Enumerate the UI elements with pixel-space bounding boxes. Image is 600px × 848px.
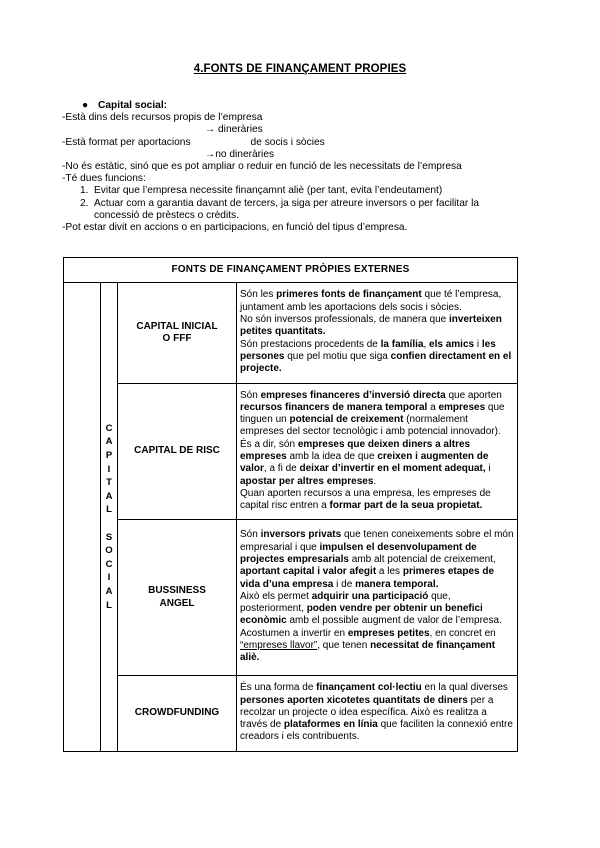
vertical-label <box>101 283 118 752</box>
row-label-text: CAPITAL DE RISC <box>134 445 220 457</box>
list-item <box>62 198 582 210</box>
table-header: FONTS DE FINANÇAMENT PRÒPIES EXTERNES <box>64 258 518 283</box>
intro-line <box>62 137 582 149</box>
vertical-letter: I <box>107 463 111 475</box>
row-label-text: BUSSINESS <box>148 585 206 597</box>
vertical-letter: P <box>105 450 113 462</box>
vertical-letter: O <box>105 545 113 557</box>
row-label-text: CROWDFUNDING <box>134 707 220 719</box>
vertical-letter: L <box>106 599 112 611</box>
intro-text: de socis i sòcies <box>250 136 325 148</box>
row-label-crowdfunding <box>118 676 237 752</box>
row-label-text: ANGEL <box>159 597 195 609</box>
vertical-letter: A <box>105 436 113 448</box>
intro-line: -Pot estar divit en accions o en participacions, en funció del tipus d’empresa. <box>62 221 408 233</box>
row-description: Són empreses financeres d’inversió directa que aporten recursos financers de manera temporal a empreses que tinguen un potencial de creixement (normalement empreses del sector tecnològic i amb potencial innovador). És a dir, són empreses que deixen diners a altres empreses amb la idea de que creixen i augmenten de valor, a fi de deixar d’invertir en el moment adequat, i apostar per altres empreses. Quan aporten recursos a una empresa, les empreses de capital risc entren a formar part de la seua propietat. <box>237 384 518 520</box>
row-description: És una forma de finançament col·lectiu en la qual diverses persones aporten xicotetes quantitats de diners per a recolzar un projecte o idea específica. Això es realitza a través de plataformes en línia que faciliten la connexió entre creadors i els contribuents. <box>237 676 518 752</box>
bullet-icon: ● <box>82 100 89 111</box>
row-description: Són les primeres fonts de finançament que té l’empresa, juntament amb les aportacions dels socis i sòcies. No són inversos professionals, de manera que inverteixen petites quantitats. Són prestacions procedents de la família, els amics i les persones que pel motiu que siga confien directament en el projecte. <box>237 283 518 384</box>
vertical-letter: A <box>105 490 113 502</box>
list-text: Actuar com a garantia davant de tercers, ja siga per atreure inversors o per facilitar la <box>94 197 480 209</box>
list-text: Evitar que l’empresa necessite finançamnt aliè (per tant, evita l’endeutament) <box>94 185 443 197</box>
funding-table <box>63 257 518 752</box>
outer-label-cell <box>64 283 101 752</box>
vertical-letter: A <box>105 585 113 597</box>
intro-line: -Està dins dels recursos propis de l’empresa <box>62 112 263 124</box>
list-item-continuation: concessió de prèstecs o crèdits. <box>94 209 239 221</box>
intro-arrow-line: →no dineràries <box>205 148 275 160</box>
vertical-letter: S <box>105 531 113 543</box>
vertical-letter: I <box>107 572 111 584</box>
intro-line: -Té dues funcions: <box>62 173 146 185</box>
vertical-letter: T <box>106 477 112 489</box>
row-label-capital-inicial <box>118 283 237 384</box>
intro-text: -Està format per aportacions <box>62 136 191 148</box>
vertical-letter: L <box>106 504 112 516</box>
intro-arrow-line: → dineràries <box>205 124 263 136</box>
list-number: 1. <box>80 185 89 197</box>
list-item <box>62 185 582 197</box>
bullet-heading <box>62 100 582 112</box>
list-number: 2. <box>80 197 89 209</box>
vertical-letter: C <box>105 558 113 570</box>
intro-line: -No és estàtic, sinó que es pot ampliar o reduir en funció de les necessitats de l’empresa <box>62 160 462 172</box>
page-title: 4.FONTS DE FINANÇAMENT PROPIES <box>193 63 407 75</box>
intro-section <box>62 100 582 234</box>
row-label-text: CAPITAL INICIAL <box>136 320 218 332</box>
row-description: Són inversors privats que tenen coneixements sobre el món empresarial i que impulsen el desenvolupament de projectes empresarials amb alt potencial de creixement, aportant capital i valor afegit a les primeres etapes de vida d’una empresa i de manera temporal. Això els permet adquirir una participació que, posteriorment, poden vendre per obtenir un benefici econòmic amb el possible augment de valor de l’empresa. Acostumen a invertir en empreses petites, en concret en “empreses llavor”, que tenen necessitat de finançament aliè. <box>237 520 518 676</box>
row-label-capital-de-risc <box>118 384 237 520</box>
row-label-business-angel <box>118 520 237 676</box>
row-label-text: O FFF <box>162 333 192 344</box>
bullet-text: Capital social: <box>98 100 168 111</box>
vertical-letter: C <box>105 422 113 434</box>
